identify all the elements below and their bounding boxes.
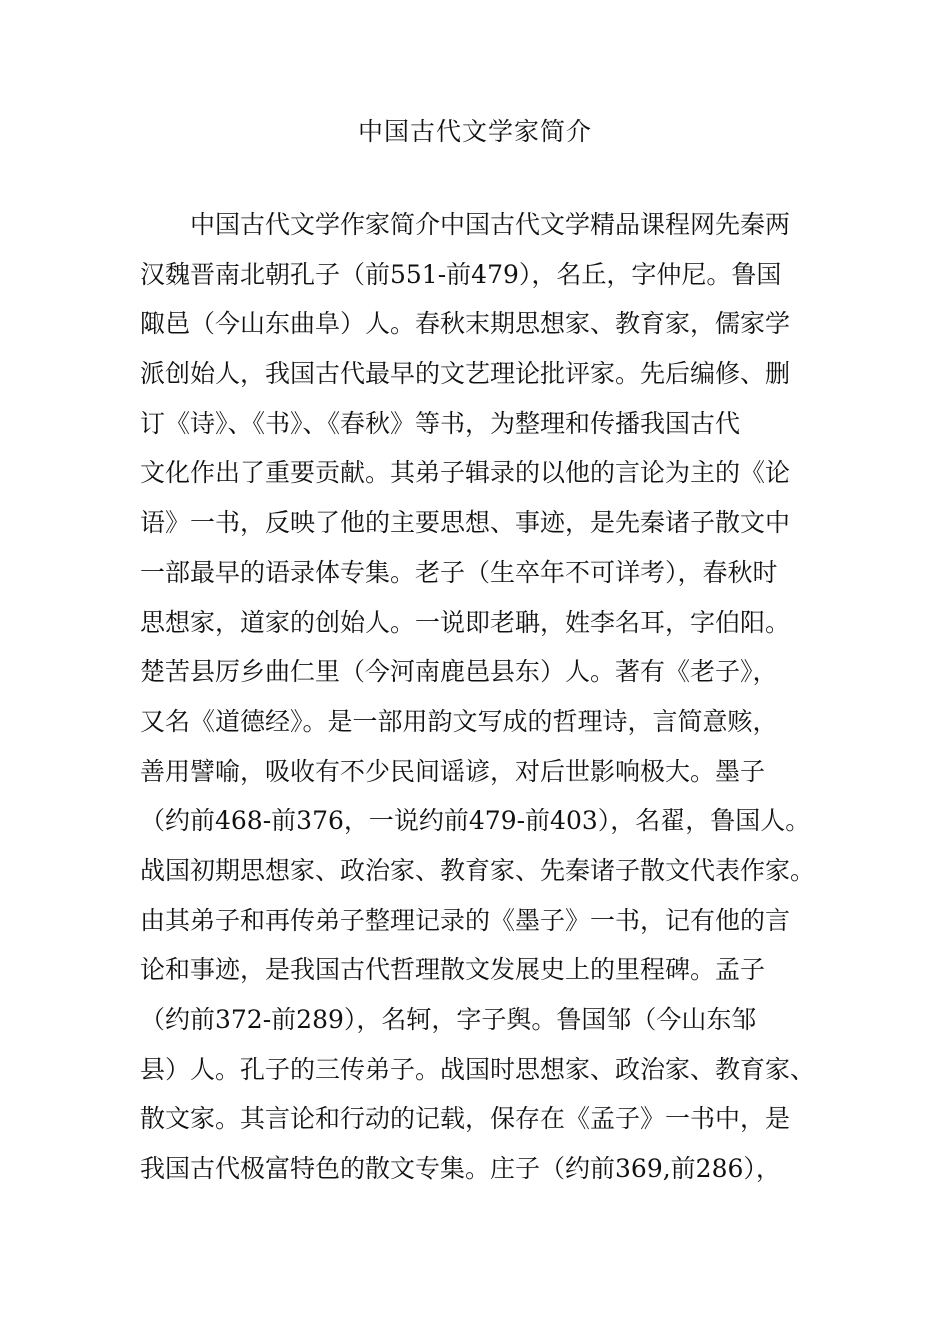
body-line: 一部最早的语录体专集。老子（生卒年不可详考），春秋时 <box>140 557 778 587</box>
body-line: 战国初期思想家、政治家、教育家、先秦诸子散文代表作家。 <box>140 855 816 885</box>
body-line: （约前468-前376，一说约前479-前403），名翟，鲁国人。 <box>140 806 811 836</box>
body-line: 由其弟子和再传弟子整理记录的《墨子》一书，记有他的言 <box>140 905 791 935</box>
body-line: 中国古代文学作家简介中国古代文学精品课程网先秦两 <box>190 210 791 239</box>
body-line: 散文家。其言论和行动的记载，保存在《孟子》一书中，是 <box>140 1104 791 1134</box>
body-line: 语》一书，反映了他的主要思想、事迹，是先秦诸子散文中 <box>140 508 791 538</box>
body-line: 论和事迹，是我国古代哲理散文发展史上的里程碑。孟子 <box>140 955 766 985</box>
body-line: 楚苦县厉乡曲仁里（今河南鹿邑县东）人。著有《老子》， <box>140 657 778 687</box>
body-line: 订《诗》、《书》、《春秋》等书，为整理和传播我国古代 <box>140 408 741 438</box>
body-line: 思想家，道家的创始人。一说即老聃，姓李名耳，字伯阳。 <box>140 607 791 637</box>
body-line: 派创始人，我国古代最早的文艺理论批评家。先后编修、删 <box>140 359 791 389</box>
body-line: 善用譬喻，吸收有不少民间谣谚，对后世影响极大。墨子 <box>140 756 766 786</box>
body-line: 我国古代极富特色的散文专集。庄子（约前369,前286）， <box>140 1154 781 1184</box>
body-line: 又名《道德经》。是一部用韵文写成的哲理诗，言简意赅， <box>140 706 778 736</box>
body-line: 陬邑（今山东曲阜）人。春秋末期思想家、教育家，儒家学 <box>140 309 791 339</box>
body-line: 文化作出了重要贡献。其弟子辑录的以他的言论为主的《论 <box>140 458 791 488</box>
body-line: （约前372-前289），名轲，字子舆。鲁国邹（今山东邹 <box>140 1005 757 1034</box>
body-line: 县）人。孔子的三传弟子。战国时思想家、政治家、教育家、 <box>140 1054 816 1084</box>
document-title: 中国古代文学家简介 <box>357 117 592 146</box>
document-body <box>140 205 840 1199</box>
body-line: 汉魏晋南北朝孔子（前551-前479），名丘，字仲尼。鲁国 <box>140 259 782 289</box>
